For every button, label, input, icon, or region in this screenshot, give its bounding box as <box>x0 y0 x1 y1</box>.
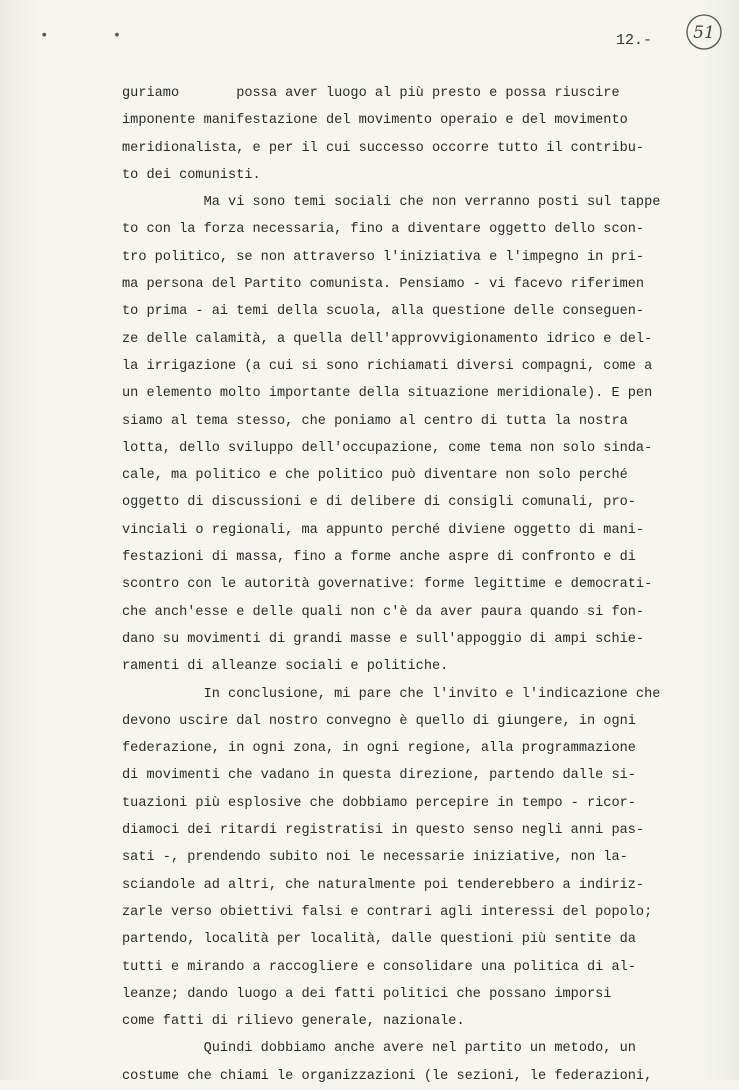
text-line: imponente manifestazione del movimento operaio e del movimento <box>122 113 628 129</box>
text-line: tro politico, se non attraverso l'iniziativa e l'impegno in pri- <box>122 249 645 265</box>
text-line: In conclusione, mi pare che l'invito e l'indicazione che <box>122 686 661 702</box>
typewritten-body <box>122 80 702 1090</box>
text-line: ze delle calamità, a quella dell'approvvigionamento idrico e del- <box>122 331 653 347</box>
text-line: sciandole ad altri, che naturalmente poi tenderebbero a indiriz- <box>122 877 645 893</box>
text-line: leanze; dando luogo a dei fatti politici che possano imporsi <box>122 986 612 1002</box>
text-line: la irrigazione (a cui si sono richiamati diversi compagni, come a <box>122 358 653 374</box>
text-line: federazione, in ogni zona, in ogni regione, alla programmazione <box>122 741 636 757</box>
text-line: ramenti di alleanze sociali e politiche. <box>122 659 449 675</box>
stamp-number: 51 <box>693 23 715 43</box>
text-line: guriamo possa aver luogo al più presto e possa riuscire <box>122 86 620 101</box>
text-line: diamoci dei ritardi registratisi in questo senso negli anni pas- <box>122 823 645 839</box>
text-line: zarle verso obiettivi falsi e contrari agli interessi del popolo; <box>122 904 653 920</box>
text-line: to con la forza necessaria, fino a diventare oggetto dello scon- <box>122 222 645 238</box>
text-line: festazioni di massa, fino a forme anche aspre di confronto e di <box>122 550 636 566</box>
text-line: ma persona del Partito comunista. Pensiamo - vi facevo riferimen <box>122 277 645 293</box>
text-line: tutti e mirando a raccogliere e consolidare una politica di al- <box>122 959 636 975</box>
text-line: oggetto di discussioni e di delibere di consigli comunali, pro- <box>122 495 636 511</box>
text-line: Quindi dobbiamo anche avere nel partito un metodo, un <box>122 1041 636 1057</box>
text-line: lotta, dello sviluppo dell'occupazione, come tema non solo sinda- <box>122 440 653 456</box>
text-line: to dei comunisti. <box>122 167 261 183</box>
text-line: Ma vi sono temi sociali che non verranno posti sul tappe <box>122 195 661 211</box>
text-line: siamo al tema stesso, che poniamo al centro di tutta la nostra <box>122 413 628 429</box>
text-line: vinciali o regionali, ma appunto perché diviene oggetto di mani- <box>122 522 645 538</box>
text-line: tuazioni più esplosive che dobbiamo percepire in tempo - ricor- <box>122 795 636 811</box>
text-line: costume che chiami le organizzazioni (le sezioni, le federazioni, <box>122 1068 653 1084</box>
text-line: scontro con le autorità governative: forme legittime e democrati- <box>122 577 653 593</box>
text-line: to prima - ai temi della scuola, alla questione delle conseguen- <box>122 304 645 320</box>
text-line: che anch'esse e delle quali non c'è da aver paura quando si fon- <box>122 604 645 620</box>
text-line: un elemento molto importante della situazione meridionale). E pen <box>122 386 653 402</box>
text-line: dano su movimenti di grandi masse e sull'appoggio di ampi schie- <box>122 631 645 647</box>
text-line: cale, ma politico e che politico può diventare non solo perché <box>122 468 628 484</box>
page-number: 12.- <box>616 32 653 49</box>
text-line: come fatti di rilievo generale, nazionale. <box>122 1014 465 1030</box>
text-line: devono uscire dal nostro convegno è quello di giungere, in ogni <box>122 713 636 729</box>
text-line: sati -, prendendo subito noi le necessarie iniziative, non la- <box>122 850 628 866</box>
margin-dots: • • <box>40 28 150 44</box>
text-line: partendo, località per località, dalle questioni più sentite da <box>122 932 636 948</box>
text-line: di movimenti che vadano in questa direzione, partendo dalle si- <box>122 768 636 784</box>
text-line: meridionalista, e per il cui successo occorre tutto il contribu- <box>122 140 645 156</box>
circled-page-stamp <box>684 12 724 52</box>
